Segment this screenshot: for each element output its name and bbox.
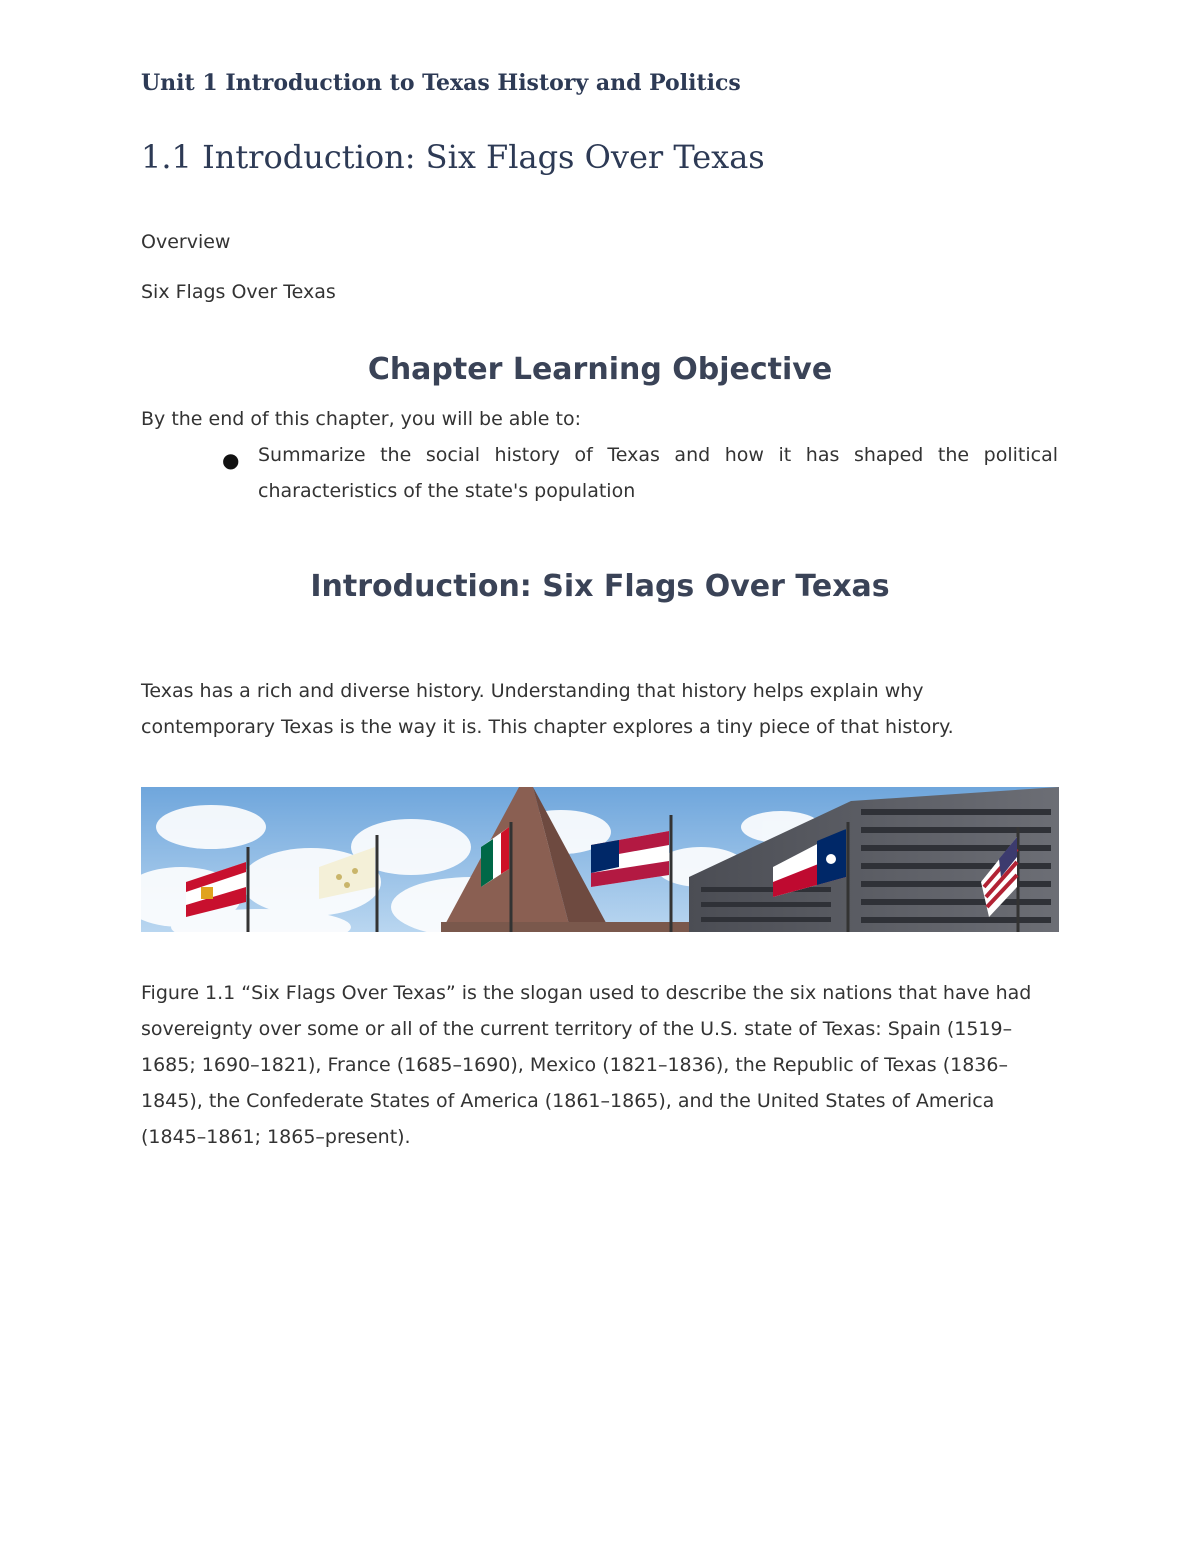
intro-paragraph: Texas has a rich and diverse history. Understanding that history helps explain why contemporary Texas is the way it is. This chapter explores a tiny piece of that history. bbox=[141, 680, 954, 738]
six-flags-photo bbox=[141, 787, 1059, 932]
overview-label: Overview bbox=[141, 231, 231, 253]
section-title: 1.1 Introduction: Six Flags Over Texas bbox=[141, 138, 765, 176]
objective-item: Summarize the social history of Texas and how it has shaped the political characteristics of the state's population bbox=[258, 444, 1058, 502]
objective-intro: By the end of this chapter, you will be able to: bbox=[141, 408, 581, 430]
six-flags-figure bbox=[141, 787, 1059, 932]
unit-title: Unit 1 Introduction to Texas History and Politics bbox=[141, 70, 741, 96]
bullet-icon: ● bbox=[222, 448, 240, 472]
figure-caption: Figure 1.1 “Six Flags Over Texas” is the slogan used to describe the six nations that have had sovereignty over some or all of the current territory of the U.S. state of Texas: Spain (1519–1685; 1690–1821), France (1685–1690), Mexico (1821–1836), the Republic of Texas (1836–1845), the Confederate States of America (1861–1865), and the United States of America (1845–1861; 1865–present). bbox=[141, 982, 1032, 1148]
objective-heading: Chapter Learning Objective bbox=[367, 352, 833, 387]
overview-link[interactable]: Six Flags Over Texas bbox=[141, 281, 336, 303]
intro-heading: Introduction: Six Flags Over Texas bbox=[310, 569, 890, 604]
